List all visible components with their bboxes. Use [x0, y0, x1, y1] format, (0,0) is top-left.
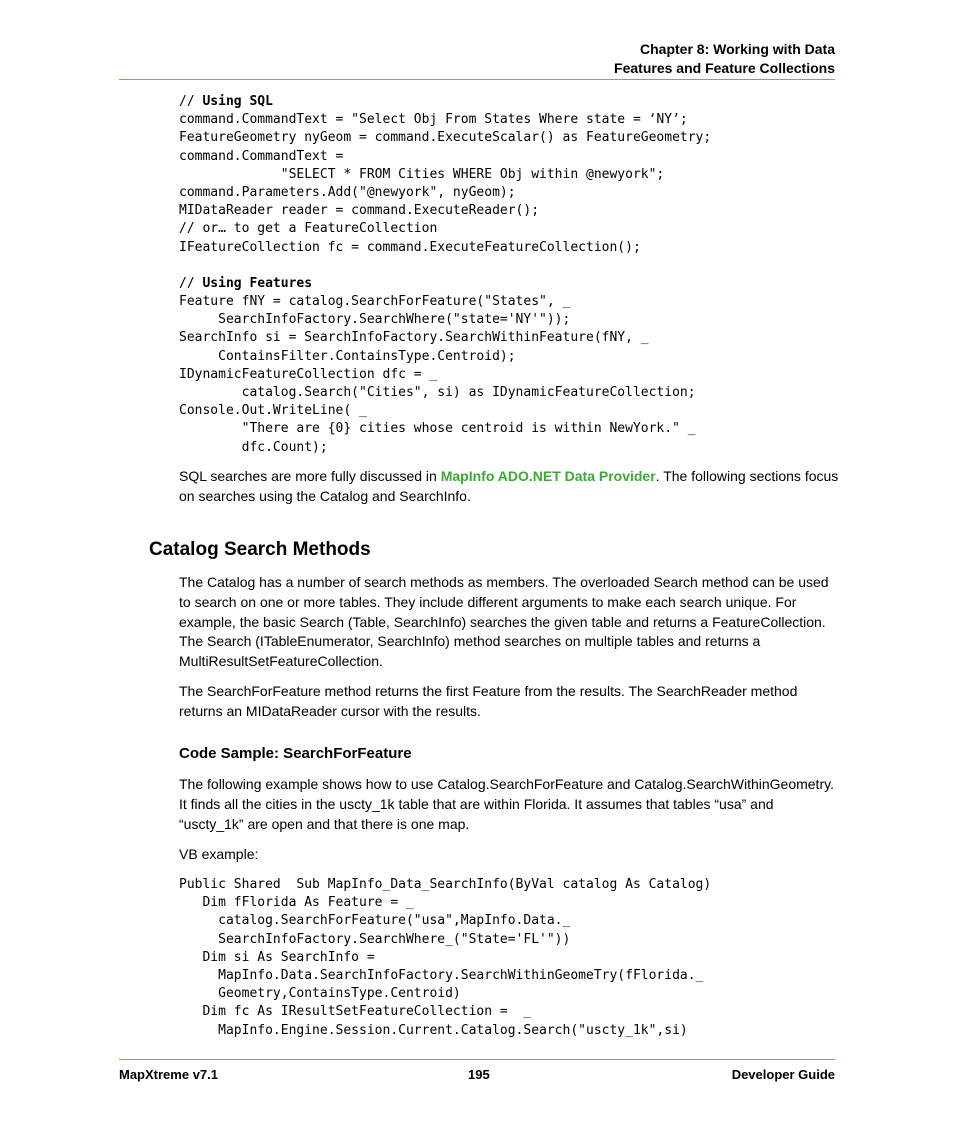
paragraph-searchforfeature: The SearchForFeature method returns the first Feature from the results. The SearchReader method returns an MIDataReader cursor with the results.	[179, 683, 798, 719]
paragraph-catalog-methods: The Catalog has a number of search methods as members. The overloaded Search method can be used to search on one or more tables. They include different arguments to make each search unique. For example, the basic Search (Table, SearchInfo) searches the given table and returns a FeatureCollection. The Search (ITableEnumerator, SearchInfo) method searches on multiple tables and returns a MultiResultSetFeatureCollection.	[179, 574, 829, 670]
code-line: // or… to get a FeatureCollection	[179, 221, 438, 237]
header-chapter: Chapter 8: Working with Data	[640, 41, 835, 57]
code-line: Feature fNY = catalog.SearchForFeature("States", _	[179, 294, 571, 310]
code-block-sql	[179, 93, 711, 457]
ado-net-provider-link[interactable]: MapInfo ADO.NET Data Provider	[440, 468, 656, 484]
running-header	[614, 40, 835, 78]
code-line: FeatureGeometry nyGeom = command.ExecuteScalar() as FeatureGeometry;	[179, 130, 712, 146]
code-line: // Using Features	[179, 275, 313, 291]
paragraph-sql-searches	[179, 467, 839, 507]
footer-product: MapXtreme v7.1	[119, 1067, 218, 1082]
header-section: Features and Feature Collections	[614, 60, 835, 76]
code-line: SearchInfo si = SearchInfoFactory.SearchWithinFeature(fNY, _	[179, 330, 649, 346]
footer-guide-name: Developer Guide	[731, 1067, 835, 1082]
code-line: SearchInfoFactory.SearchWhere_("State='FL'"))	[179, 931, 571, 947]
paragraph-example-intro: The following example shows how to use Catalog.SearchForFeature and Catalog.SearchWithinGeometry. It finds all the cities in the uscty_1k table that are within Florida. It assumes that tables “usa” and “uscty_1k” are open and that there is one map.	[179, 776, 834, 832]
code-block-vb	[179, 876, 711, 1040]
header-rule	[119, 79, 835, 80]
code-line: catalog.SearchForFeature("usa",MapInfo.Data._	[179, 913, 571, 929]
code-line: Public Shared Sub MapInfo_Data_SearchInfo(ByVal catalog As Catalog)	[179, 877, 712, 892]
paragraph-vb-example: VB example:	[179, 846, 259, 862]
code-line	[179, 257, 711, 275]
code-line: MIDataReader reader = command.ExecuteReader();	[179, 203, 540, 219]
code-line: dfc.Count);	[179, 439, 328, 455]
code-line: SearchInfoFactory.SearchWhere("state='NY'"));	[179, 312, 571, 328]
footer-page-number: 195	[468, 1067, 490, 1082]
sql-text-before: SQL searches are more fully discussed in	[179, 468, 441, 484]
code-line: IDynamicFeatureCollection dfc = _	[179, 366, 438, 382]
footer-rule	[119, 1059, 835, 1060]
code-line: Geometry,ContainsType.Centroid)	[179, 986, 461, 1002]
code-line: Dim si As SearchInfo =	[179, 949, 375, 965]
code-line: command.CommandText = "Select Obj From States Where state = ‘NY’;	[179, 112, 688, 128]
code-line: Dim fc As IResultSetFeatureCollection = _	[179, 1004, 532, 1020]
code-line: ContainsFilter.ContainsType.Centroid);	[179, 348, 516, 364]
sql-text-after: . The following sections focus on searches using the Catalog and SearchInfo.	[179, 468, 839, 504]
code-line: command.CommandText =	[179, 148, 344, 164]
subsection-title: Code Sample: SearchForFeature	[179, 745, 412, 762]
code-line: MapInfo.Engine.Session.Current.Catalog.Search("uscty_1k",si)	[179, 1022, 688, 1038]
code-line: "There are {0} cities whose centroid is within NewYork." _	[179, 421, 696, 437]
code-line: // Using SQL	[179, 94, 273, 109]
code-line: catalog.Search("Cities", si) as IDynamicFeatureCollection;	[179, 385, 696, 400]
code-line: command.Parameters.Add("@newyork", nyGeom);	[179, 184, 516, 200]
section-title: Catalog Search Methods	[149, 539, 371, 560]
code-line: Dim fFlorida As Feature = _	[179, 895, 414, 911]
code-line: MapInfo.Data.SearchInfoFactory.SearchWithinGeomeTry(fFlorida._	[179, 967, 704, 983]
code-line: Console.Out.WriteLine( _	[179, 403, 367, 419]
code-line: "SELECT * FROM Cities WHERE Obj within @newyork";	[179, 166, 665, 182]
code-line: IFeatureCollection fc = command.ExecuteFeatureCollection();	[179, 239, 641, 255]
